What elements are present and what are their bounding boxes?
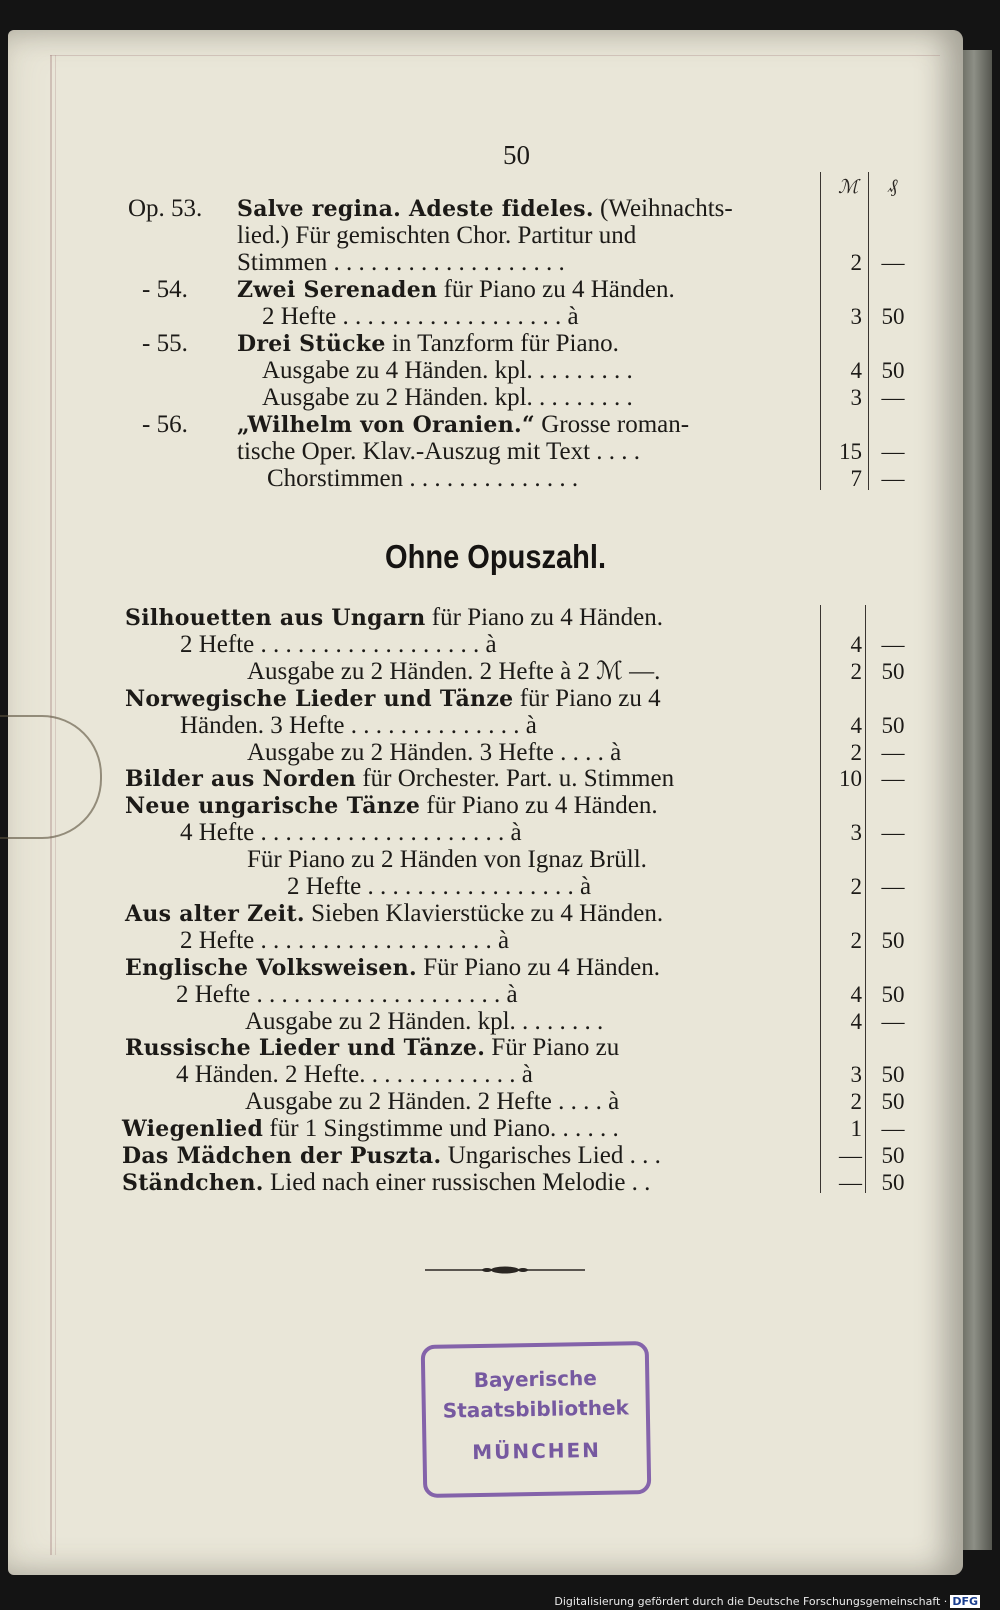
entry-line bbox=[0, 276, 960, 304]
entry-description: 4 Händen. 2 Hefte. . . . . . . . . . . . . à bbox=[176, 1061, 533, 1089]
work-title: Silhouetten aus Ungarn bbox=[125, 605, 426, 631]
entry-text bbox=[125, 1034, 619, 1062]
entry-line bbox=[0, 765, 960, 793]
entry-description: Lied nach einer russischen Melodie . . bbox=[263, 1168, 651, 1196]
entry-line bbox=[0, 222, 960, 250]
price-mark: 7 bbox=[850, 466, 862, 491]
digitization-footer bbox=[554, 1595, 980, 1608]
work-title: Englische Volksweisen. bbox=[125, 954, 417, 981]
entry-description: Ausgabe zu 4 Händen. kpl. . . . . . . . . bbox=[262, 357, 633, 384]
entry-text bbox=[237, 276, 675, 304]
entry-description: Ausgabe zu 2 Händen. kpl. . . . . . . . . bbox=[262, 384, 633, 411]
price-mark: 4 bbox=[850, 981, 862, 1007]
entry-line bbox=[0, 873, 960, 901]
work-title: Neue ungarische Tänze bbox=[125, 793, 421, 820]
entry-text bbox=[180, 631, 497, 659]
entry-line bbox=[0, 954, 960, 982]
entry-description: in Tanzform für Piano. bbox=[385, 330, 619, 357]
price-pfennig: 50 bbox=[881, 1089, 905, 1115]
entry-text bbox=[247, 846, 647, 874]
opus-number: - 55. bbox=[142, 330, 188, 357]
entry-text bbox=[122, 1115, 619, 1143]
entry-description: Ausgabe zu 2 Händen. 2 Hefte . . . . à bbox=[245, 1088, 620, 1116]
entry-description: 2 Hefte . . . . . . . . . . . . . . . . . . à bbox=[180, 630, 497, 658]
entry-line bbox=[0, 631, 960, 659]
entry-description: für Piano zu 4 Händen. bbox=[425, 604, 663, 631]
unit-pfennig-header: ₰ bbox=[888, 176, 898, 197]
entry-description: 2 Hefte . . . . . . . . . . . . . . . . . . à bbox=[262, 303, 579, 330]
ornament-divider bbox=[425, 1265, 585, 1275]
entry-description: für 1 Singstimme und Piano. . . . . . bbox=[263, 1115, 619, 1143]
entry-text bbox=[176, 1061, 533, 1089]
price-mark: 2 bbox=[850, 250, 862, 275]
entry-line bbox=[0, 739, 960, 767]
entry-text bbox=[125, 954, 660, 982]
price-pfennig: — bbox=[881, 439, 905, 464]
work-title: Salve regina. Adeste fideles. bbox=[237, 196, 594, 222]
work-title: Russische Lieder und Tänze. bbox=[125, 1035, 486, 1062]
price-mark: 4 bbox=[850, 358, 862, 383]
price-pfennig: — bbox=[881, 1116, 905, 1142]
entry-description: 2 Hefte . . . . . . . . . . . . . . . . . . . . à bbox=[176, 980, 518, 1008]
entry-line bbox=[0, 712, 960, 740]
unit-mark-header: ℳ bbox=[838, 177, 859, 198]
entry-line bbox=[0, 819, 960, 847]
price-mark: 3 bbox=[850, 820, 862, 846]
price-mark: 2 bbox=[850, 1089, 862, 1115]
entry-description: 4 Hefte . . . . . . . . . . . . . . . . . . . . à bbox=[180, 819, 522, 847]
price-mark: 15 bbox=[839, 439, 862, 464]
opus-number: Op. 53. bbox=[128, 195, 203, 222]
entry-line bbox=[0, 1061, 960, 1089]
entry-line bbox=[0, 465, 960, 493]
price-pfennig: 50 bbox=[881, 358, 905, 383]
price-pfennig: — bbox=[881, 466, 905, 491]
entry-description: lied.) Für gemischten Chor. Partitur und bbox=[237, 222, 637, 249]
stamp-line-3: MÜNCHEN bbox=[471, 1437, 602, 1465]
entry-description: 2 Hefte . . . . . . . . . . . . . . . . . à bbox=[287, 873, 592, 900]
entry-text bbox=[125, 900, 663, 928]
entry-text bbox=[237, 249, 565, 277]
price-pfennig: — bbox=[881, 874, 905, 899]
work-title: Aus alter Zeit. bbox=[125, 900, 305, 927]
entry-line bbox=[0, 604, 960, 632]
opus-number: - 56. bbox=[142, 411, 188, 438]
price-mark: 2 bbox=[850, 874, 862, 899]
entry-text bbox=[125, 792, 658, 820]
price-pfennig: 50 bbox=[881, 658, 905, 684]
entry-description: (Weihnachts- bbox=[593, 195, 733, 222]
top-rule bbox=[50, 55, 940, 56]
entry-text bbox=[180, 819, 522, 847]
entry-line bbox=[0, 195, 960, 223]
entry-description: Ungarisches Lied . . . bbox=[441, 1142, 661, 1169]
entry-text bbox=[125, 604, 663, 632]
entry-text bbox=[247, 739, 621, 767]
entry-line bbox=[0, 792, 960, 820]
price-pfennig: — bbox=[881, 766, 905, 792]
work-title: Bilder aus Norden bbox=[125, 766, 357, 793]
entry-line bbox=[0, 357, 960, 385]
stamp-line-1: Bayerische bbox=[473, 1365, 597, 1393]
entry-line bbox=[0, 1142, 960, 1170]
entry-text bbox=[125, 765, 674, 793]
work-title: Drei Stücke bbox=[237, 331, 386, 357]
entry-text bbox=[262, 357, 633, 385]
opus-number: - 54. bbox=[142, 276, 188, 303]
price-pfennig: 50 bbox=[881, 1143, 905, 1168]
entry-line bbox=[0, 1115, 960, 1143]
entry-text bbox=[176, 981, 518, 1009]
entry-description: für Orchester. Part. u. Stimmen bbox=[356, 765, 675, 793]
entry-line bbox=[0, 249, 960, 277]
price-mark: 3 bbox=[850, 304, 862, 329]
entry-description: für Piano zu 4 Händen. bbox=[437, 276, 675, 303]
price-mark: 4 bbox=[850, 712, 862, 738]
entry-text bbox=[125, 685, 661, 713]
price-pfennig: — bbox=[881, 1008, 905, 1034]
price-mark: 2 bbox=[850, 927, 862, 953]
entry-description: tische Oper. Klav.-Auszug mit Text . . . . bbox=[237, 438, 641, 465]
entry-line bbox=[0, 927, 960, 955]
price-pfennig: 50 bbox=[881, 304, 905, 329]
price-mark: 4 bbox=[850, 1008, 862, 1034]
entry-text bbox=[262, 384, 633, 412]
entry-description: 2 Hefte . . . . . . . . . . . . . . . . . . . à bbox=[180, 926, 510, 954]
entry-text bbox=[247, 658, 660, 686]
price-mark: 2 bbox=[850, 739, 862, 765]
entry-line bbox=[0, 658, 960, 686]
entry-description: Ausgabe zu 2 Händen. kpl. . . . . . . . bbox=[245, 1007, 604, 1035]
entry-text bbox=[262, 303, 579, 331]
entry-text bbox=[237, 411, 689, 439]
page-number: 50 bbox=[503, 140, 530, 170]
entry-text bbox=[237, 222, 636, 250]
price-mark: — bbox=[839, 1143, 862, 1168]
price-pfennig: — bbox=[881, 250, 905, 275]
entry-line bbox=[0, 1169, 960, 1197]
entry-text bbox=[180, 712, 537, 740]
entry-line bbox=[0, 1034, 960, 1062]
entry-text bbox=[237, 195, 733, 223]
price-pfennig: 50 bbox=[881, 1062, 905, 1088]
entry-line bbox=[0, 846, 960, 874]
work-title: Norwegische Lieder und Tänze bbox=[125, 685, 514, 712]
price-mark: 4 bbox=[850, 631, 862, 657]
entry-line bbox=[0, 685, 960, 713]
entry-line bbox=[0, 384, 960, 412]
price-mark: 3 bbox=[850, 1062, 862, 1088]
library-stamp bbox=[421, 1341, 652, 1498]
price-pfennig: 50 bbox=[881, 927, 905, 953]
entry-text bbox=[287, 873, 591, 901]
dfg-badge: DFG bbox=[952, 1595, 978, 1608]
entry-line bbox=[0, 1008, 960, 1036]
stamp-line-2: Staatsbibliothek bbox=[442, 1395, 630, 1423]
work-title: „Wilhelm von Oranien.“ bbox=[237, 412, 535, 438]
entry-description: Für Piano zu 2 Händen von Ignaz Brüll. bbox=[247, 846, 647, 874]
entry-description: Ausgabe zu 2 Händen. 3 Hefte . . . . à bbox=[247, 738, 622, 766]
price-mark: — bbox=[839, 1169, 862, 1195]
entry-line bbox=[0, 411, 960, 439]
work-title: Ständchen. bbox=[122, 1169, 264, 1196]
section-title: Ohne Opuszahl. bbox=[385, 538, 607, 575]
entry-text bbox=[237, 330, 619, 358]
entry-text bbox=[267, 465, 578, 493]
entry-description: Sieben Klavierstücke zu 4 Händen. bbox=[304, 899, 664, 927]
entry-description: Stimmen . . . . . . . . . . . . . . . . . . . bbox=[237, 249, 565, 276]
price-pfennig: 50 bbox=[881, 981, 905, 1007]
entry-line bbox=[0, 438, 960, 466]
price-mark: 2 bbox=[850, 658, 862, 684]
entry-text bbox=[180, 927, 509, 955]
price-mark: 10 bbox=[839, 766, 862, 792]
entry-text bbox=[122, 1142, 661, 1170]
page-edge-stack bbox=[962, 50, 992, 1550]
entry-text bbox=[237, 438, 640, 466]
entry-description: Grosse roman- bbox=[534, 411, 690, 438]
work-title: Zwei Serenaden bbox=[237, 277, 438, 303]
price-pfennig: — bbox=[881, 820, 905, 846]
entry-text bbox=[122, 1169, 650, 1197]
entry-line bbox=[0, 330, 960, 358]
price-mark: 3 bbox=[850, 385, 862, 410]
price-pfennig: 50 bbox=[881, 712, 905, 738]
entry-line bbox=[0, 981, 960, 1009]
entry-description: Chorstimmen . . . . . . . . . . . . . . bbox=[267, 465, 579, 492]
entry-description: Ausgabe zu 2 Händen. 2 Hefte à 2 ℳ —. bbox=[247, 657, 661, 685]
entry-description: Händen. 3 Hefte . . . . . . . . . . . . . . à bbox=[180, 711, 537, 739]
work-title: Wiegenlied bbox=[122, 1116, 264, 1143]
entry-description: Für Piano zu 4 Händen. bbox=[416, 953, 660, 981]
entry-text bbox=[245, 1088, 619, 1116]
entry-description: Für Piano zu bbox=[485, 1034, 620, 1062]
price-mark: 1 bbox=[850, 1116, 862, 1142]
entry-description: für Piano zu 4 Händen. bbox=[420, 792, 658, 820]
entry-text bbox=[245, 1008, 603, 1036]
price-pfennig: — bbox=[881, 385, 905, 410]
price-pfennig: — bbox=[881, 739, 905, 765]
price-pfennig: — bbox=[881, 631, 905, 657]
price-pfennig: 50 bbox=[881, 1169, 905, 1195]
entry-line bbox=[0, 303, 960, 331]
entry-line bbox=[0, 900, 960, 928]
entry-description: für Piano zu 4 bbox=[513, 684, 661, 712]
entry-line bbox=[0, 1088, 960, 1116]
work-title: Das Mädchen der Puszta. bbox=[122, 1143, 442, 1169]
footer-text: Digitalisierung gefördert durch die Deutsche Forschungsgemeinschaft · bbox=[554, 1595, 948, 1608]
